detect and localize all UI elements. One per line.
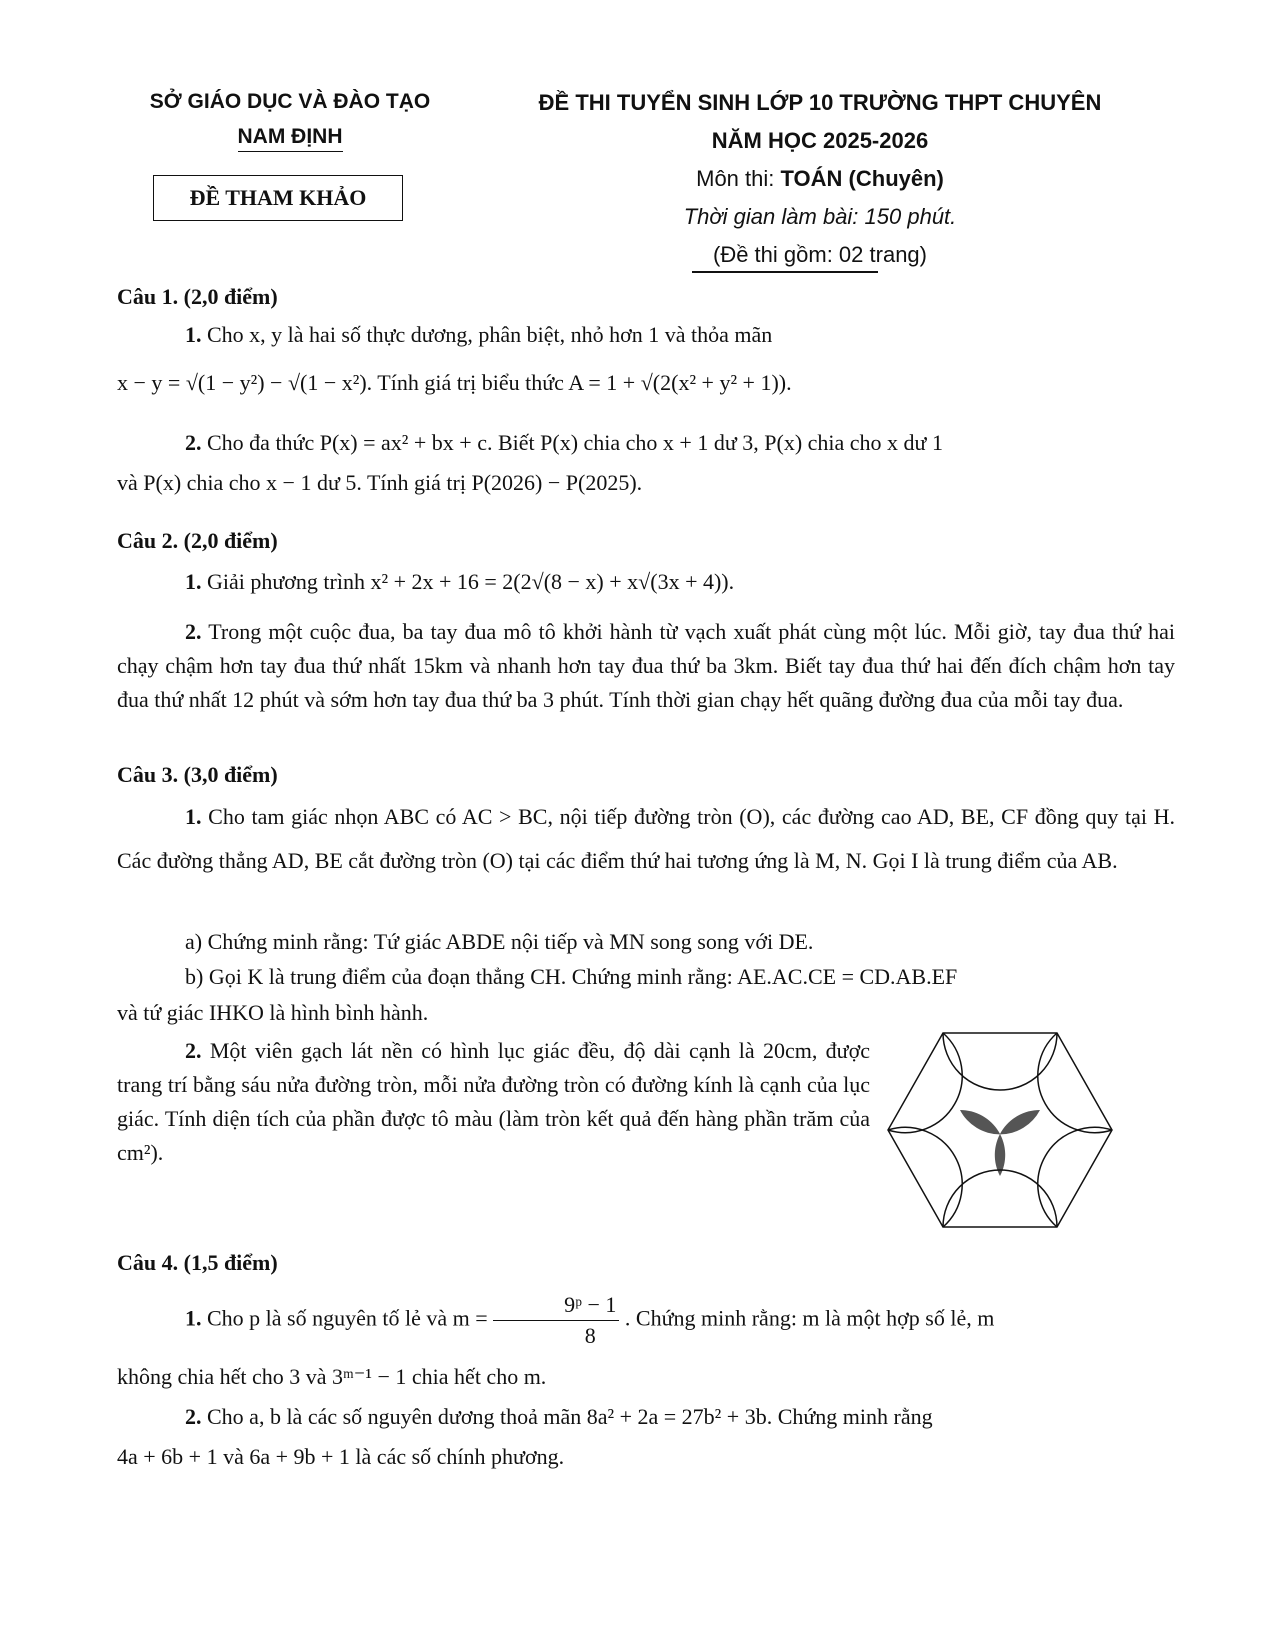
question-3-part-1b: b) Gọi K là trung điểm của đoạn thẳng CH. Chứng minh rằng: AE.AC.CE = CD.AB.EF — [185, 964, 958, 989]
header-divider — [692, 271, 878, 273]
question-4-title: Câu 4. (1,5 điểm) — [117, 1250, 278, 1275]
question-1-part-2: 2. Cho đa thức P(x) = ax² + bx + c. Biết P(x) chia cho x + 1 dư 3, P(x) chia cho x dư 1 — [185, 430, 943, 455]
subject-label: Môn thi: — [696, 166, 781, 191]
question-4-part-1-cont: không chia hết cho 3 và 3ᵐ⁻¹ − 1 chia hết cho m. — [117, 1364, 547, 1389]
fraction: $\frac{\text{9ᵖ − 1}}{8}$ — [493, 1290, 619, 1351]
shaded-region — [960, 1110, 1040, 1176]
question-2-title: Câu 2. (2,0 điểm) — [117, 528, 278, 553]
question-4-part-2-cont: 4a + 6b + 1 và 6a + 9b + 1 là các số chính phương. — [117, 1444, 565, 1469]
school-year: NĂM HỌC 2025-2026 — [711, 128, 929, 153]
exam-duration: Thời gian làm bài: 150 phút. — [683, 204, 957, 229]
question-4-part-2: 2. Cho a, b là các số nguyên dương thoả mãn 8a² + 2a = 27b² + 3b. Chứng minh rằng — [185, 1404, 933, 1429]
question-3-part-1b-cont: và tứ giác IHKO là hình bình hành. — [117, 1000, 429, 1025]
department-name: SỞ GIÁO DỤC VÀ ĐÀO TẠO — [149, 90, 431, 113]
question-3-title: Câu 3. (3,0 điểm) — [117, 762, 278, 787]
semicircle-upper-left — [888, 1033, 962, 1133]
question-3-part-1: 1. Cho tam giác nhọn ABC có AC > BC, nội tiếp đường tròn (O), các đường cao AD, BE, CF đồng quy tại H. Các đường thẳng AD, BE cắt đường tròn (O) tại các điểm thứ hai tương ứng là M, N. Gọi I là trung điểm của AB. — [117, 804, 1176, 873]
page-count: (Đề thi gồm: 02 trang) — [713, 242, 927, 267]
question-1-title: Câu 1. (2,0 điểm) — [117, 284, 278, 309]
question-2-part-2: 2. Trong một cuộc đua, ba tay đua mô tô khởi hành từ vạch xuất phát cùng một lúc. Mỗi giờ, tay đua thứ hai chạy chậm hơn tay đua thứ nhất 15km và nhanh hơn tay đua thứ ba 3km. Biết tay đua thứ hai đến đích chậm hơn tay đua thứ nhất 12 phút và sớm hơn tay đua thứ ba 3 phút. Tính thời gian chạy hết quãng đường đua của mỗi tay đua. — [117, 619, 1176, 712]
question-1-part-1: 1. Cho x, y là hai số thực dương, phân biệt, nhỏ hơn 1 và thỏa mãn — [185, 322, 773, 347]
question-2-part-1: 1. Giải phương trình x² + 2x + 16 = 2(2√(8 − x) + x√(3x + 4)). — [185, 569, 735, 594]
question-3-part-2: 2. Một viên gạch lát nền có hình lục giác đều, độ dài cạnh là 20cm, được trang trí bằng sáu nửa đường tròn, mỗi nửa đường tròn có đường kính là cạnh của lục giác. Tính diện tích của phần được tô màu (làm tròn kết quả đến hàng phần trăm của cm²). — [117, 1038, 871, 1165]
semicircle-lower-right — [1038, 1127, 1112, 1227]
question-1-part-2-cont: và P(x) chia cho x − 1 dư 5. Tính giá trị P(2026) − P(2025). — [117, 470, 643, 495]
question-4-part-1: 1. Cho p là số nguyên tố lẻ và m = $\frac{\text{9ᵖ − 1}}{8}$ . Chứng minh rằng: m là một hợp số lẻ, m — [117, 1290, 1175, 1351]
semicircle-upper-right — [1038, 1033, 1112, 1133]
subject-value: TOÁN (Chuyên) — [780, 166, 944, 191]
question-1-formula: x − y = √(1 − y²) − √(1 − x²). Tính giá trị biểu thức A = 1 + √(2(x² + y² + 1)). — [117, 370, 792, 395]
exam-title: ĐỀ THI TUYỂN SINH LỚP 10 TRƯỜNG THPT CHUYÊN — [538, 90, 1102, 115]
semicircle-lower-left — [888, 1127, 962, 1227]
subject-line — [470, 166, 1170, 192]
question-3-part-1a: a) Chứng minh rằng: Tứ giác ABDE nội tiếp và MN song song với DE. — [185, 929, 814, 954]
province-name: NAM ĐỊNH — [130, 125, 450, 149]
reference-exam-box: ĐỀ THAM KHẢO — [153, 175, 403, 221]
hexagon-semicircles-figure — [885, 1030, 1115, 1230]
